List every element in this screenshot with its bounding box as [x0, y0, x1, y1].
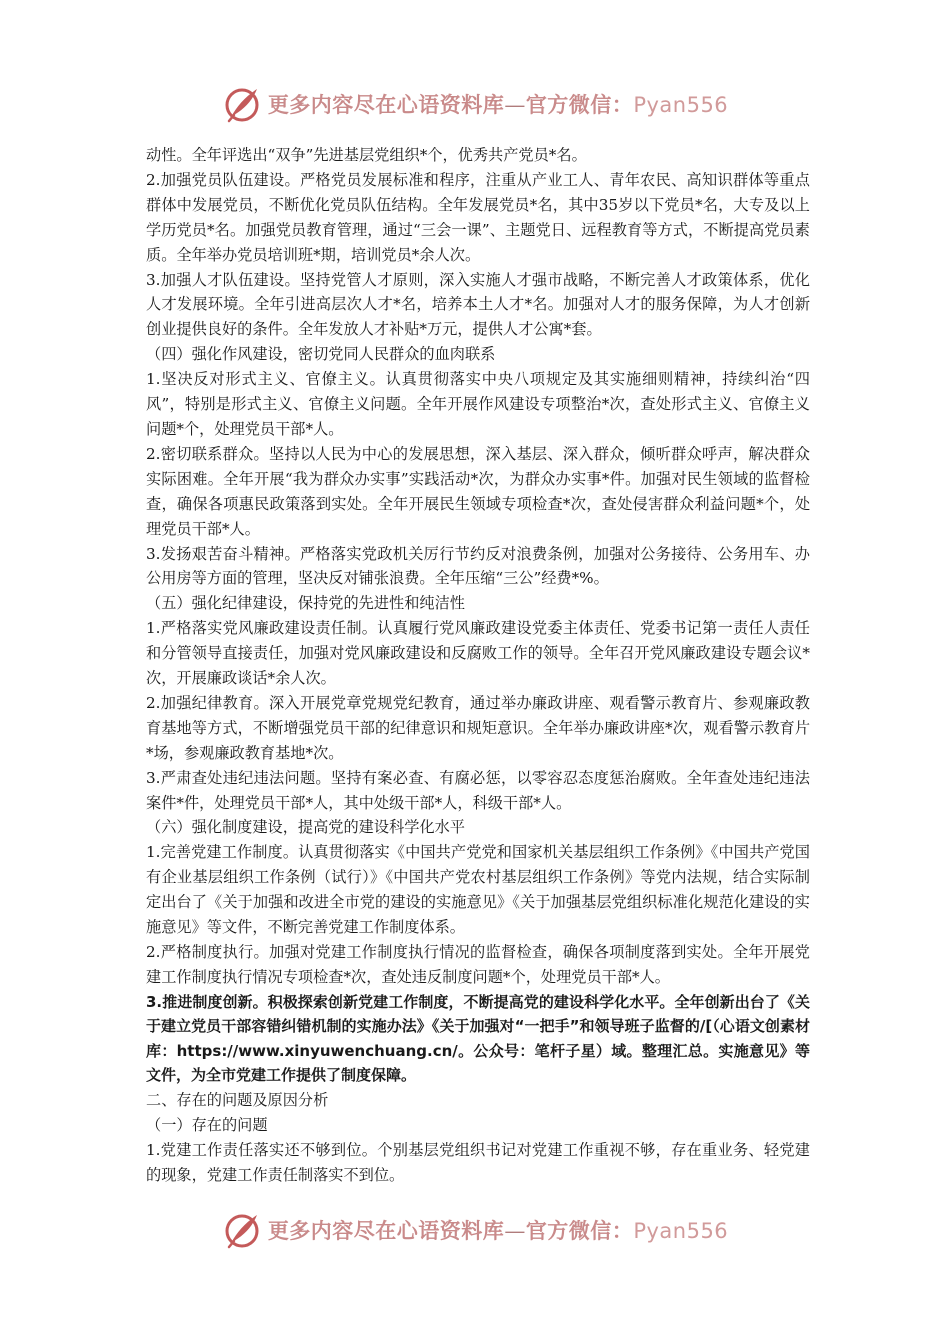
document-body [146, 143, 810, 1187]
paragraph: 3.严肃查处违纪违法问题。坚持有案必查、有腐必惩，以零容忍态度惩治腐败。全年查处违纪违法案件*件，处理党员干部*人，其中处级干部*人，科级干部*人。 [146, 768, 810, 812]
banner-wechat-id: Pyan556 [633, 93, 729, 117]
section-heading: 二、存在的问题及原因分析 [146, 1090, 329, 1109]
paragraph: 1.坚决反对形式主义、官僚主义。认真贯彻落实中央八项规定及其实施细则精神，持续纠治“四风”，特别是形式主义、官僚主义问题。全年开展作风建设专项整治*次，查处形式主义、官僚主义问题*个，处理党员干部*人。 [146, 370, 810, 438]
banner-text [268, 1215, 728, 1245]
banner-wechat-label: 官方微信： [525, 92, 634, 117]
section-heading: （一）存在的问题 [146, 1115, 268, 1134]
paragraph: 1.严格落实党风廉政建设责任制。认真履行党风廉政建设党委主体责任、党委书记第一责任人责任和分管领导直接责任，加强对党风廉政建设和反腐败工作的领导。全年召开党风廉政建设专题会议*次，开展廉政谈话*余人次。 [146, 619, 810, 688]
paragraph: 2.加强党员队伍建设。严格党员发展标准和程序，注重从产业工人、青年农民、高知识群体等重点群体中发展党员，不断优化党员队伍结构。全年发展党员*名，其中35岁以下党员*名，大专及以上学历党员*名。加强党员教育管理，通过“三会一课”、主题党日、远程教育等方式，不断提高党员素质。全年举办党员培训班*期，培训党员*余人次。 [146, 170, 810, 264]
section-heading: （四）强化作风建设，密切党同人民群众的血肉联系 [146, 345, 496, 364]
banner-dash: — [504, 93, 526, 117]
banner-wechat-id: Pyan556 [633, 1219, 729, 1243]
banner-text [268, 89, 728, 119]
paragraph: 1.党建工作责任落实还不够到位。个别基层党组织书记对党建工作重视不够，存在重业务、轻党建的现象，党建工作责任制落实不到位。 [146, 1140, 810, 1184]
quill-logo-icon [222, 84, 262, 124]
paragraph: 2.密切联系群众。坚持以人民为中心的发展思想，深入基层、深入群众，倾听群众呼声，解决群众实际困难。全年开展“我为群众办实事”实践活动*次，为群众办实事*件。加强对民生领域的监督检查，确保各项惠民政策落到实处。全年开展民生领域专项检查*次，查处侵害群众利益问题*个，处理党员干部*人。 [146, 444, 810, 538]
footer-banner [0, 1206, 950, 1254]
paragraph: 3.加强人才队伍建设。坚持党管人才原则，深入实施人才强市战略，不断完善人才政策体系，优化人才发展环境。全年引进高层次人才*名，培养本土人才*名。加强对人才的服务保障，为人才创新创业提供良好的条件。全年发放人才补贴*万元，提供人才公寓*套。 [146, 270, 810, 339]
quill-logo-icon [222, 1210, 262, 1250]
paragraph: 2.加强纪律教育。深入开展党章党规党纪教育，通过举办廉政讲座、观看警示教育片、参观廉政教育基地等方式，不断增强党员干部的纪律意识和规矩意识。全年举办廉政讲座*次，观看警示教育片*场，参观廉政教育基地*次。 [146, 693, 810, 762]
paragraph: 2.严格制度执行。加强对党建工作制度执行情况的监督检查，确保各项制度落到实处。全年开展党建工作制度执行情况专项检查*次，查处违反制度问题*个，处理党员干部*人。 [146, 943, 810, 986]
paragraph: 3.发扬艰苦奋斗精神。严格落实党政机关厉行节约反对浪费条例，加强对公务接待、公务用车、办公用房等方面的管理，坚决反对铺张浪费。全年压缩“三公”经费*%。 [146, 544, 810, 588]
section-heading: （五）强化纪律建设，保持党的先进性和纯洁性 [146, 594, 465, 613]
paragraph: 动性。全年评选出“双争”先进基层党组织*个，优秀共产党员*名。 [146, 146, 587, 164]
paragraph: 1.完善党建工作制度。认真贯彻落实《中国共产党党和国家机关基层组织工作条例》《中国共产党国有企业基层组织工作条例（试行）》《中国共产党农村基层组织工作条例》等党内法规，结合实际制定出台了《关于加强和改进全市党的建设的实施意见》《关于加强基层党组织标准化规范化建设的实施意见》等文件，不断完善党建工作制度体系。 [146, 843, 810, 937]
section-heading: （六）强化制度建设，提高党的建设科学化水平 [146, 818, 465, 837]
header-banner [0, 80, 950, 128]
banner-dash: — [504, 1219, 526, 1243]
banner-main: 更多内容尽在心语资料库 [267, 92, 505, 117]
banner-main: 更多内容尽在心语资料库 [267, 1218, 505, 1243]
paragraph: 3.推进制度创新。积极探索创新党建工作制度，不断提高党的建设科学化水平。全年创新出台了《关于建立党员干部容错纠错机制的实施办法》《关于加强对“一把手”和领导班子监督的/[（心语文创素材库：https://www.xinyuwenchuang.cn/。公众号：笔杆子星）域。整理汇总。实施意见》等文件，为全市党建工作提供了制度保障。 [146, 992, 810, 1085]
banner-wechat-label: 官方微信： [525, 1218, 634, 1243]
